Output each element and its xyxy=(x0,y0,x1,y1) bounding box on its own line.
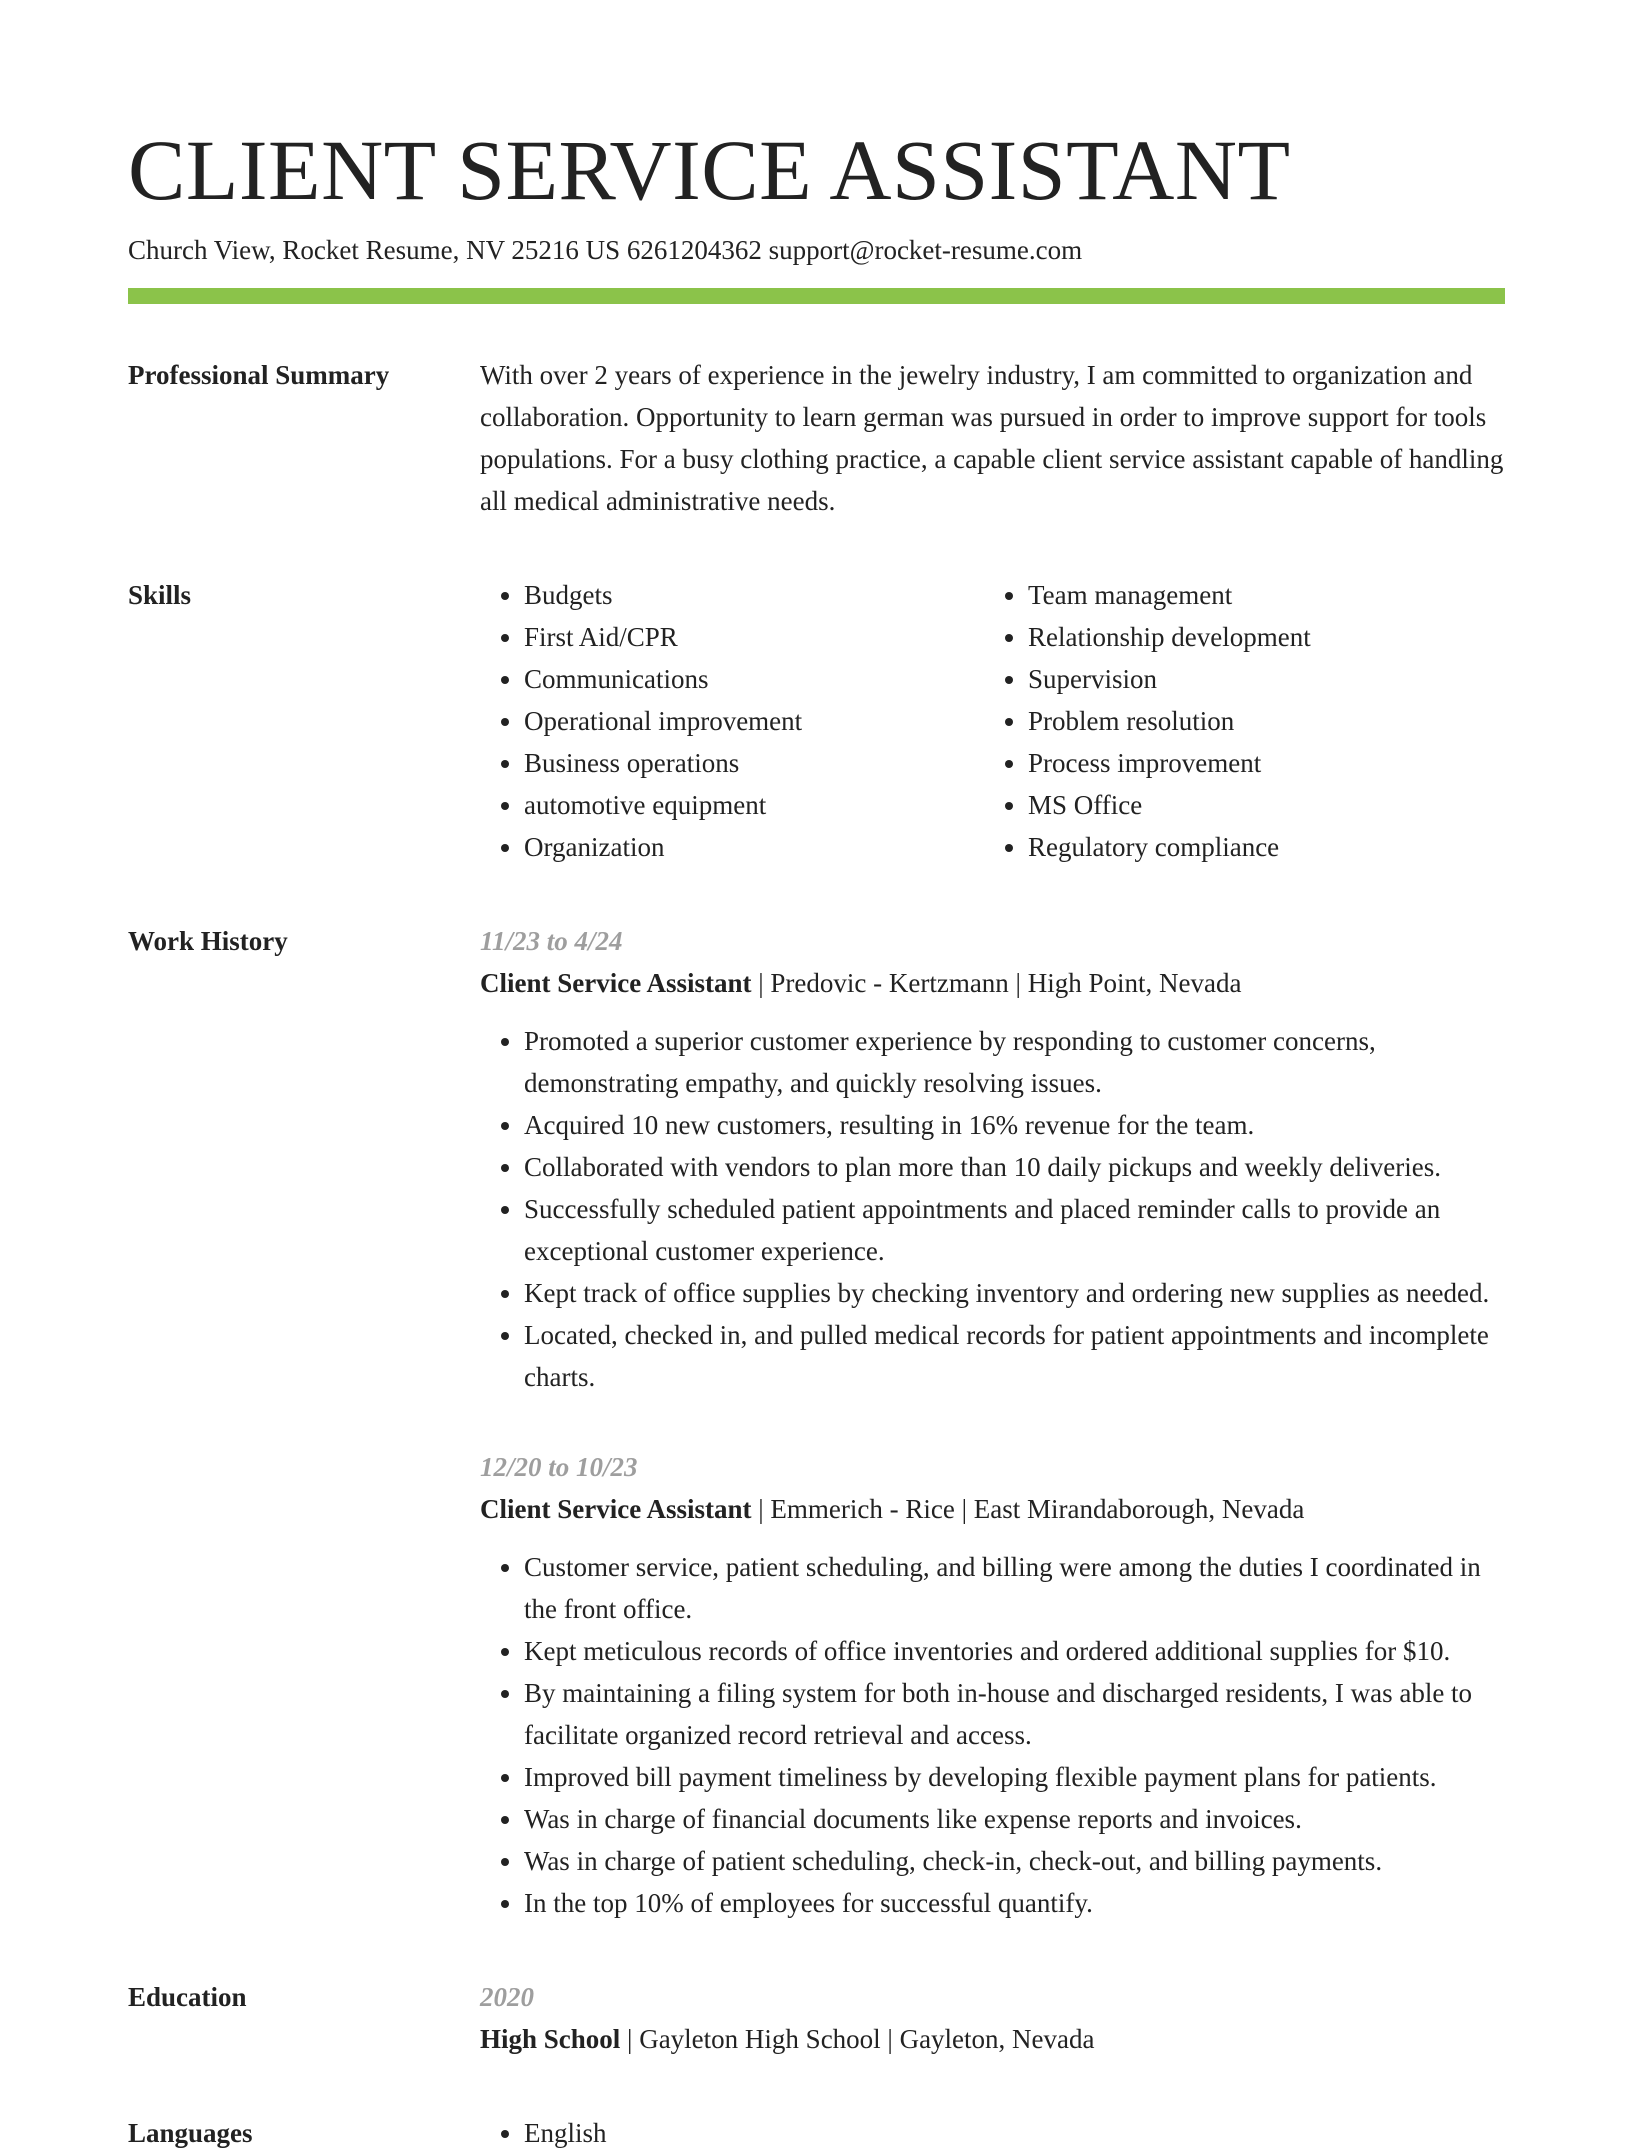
resume-name: CLIENT SERVICE ASSISTANT xyxy=(128,122,1291,218)
section-summary xyxy=(128,354,1505,522)
skill-item: • Regulatory compliance xyxy=(1028,826,1488,868)
section-title: Skills xyxy=(128,580,192,610)
skill-item: • Organization xyxy=(524,826,984,868)
job-title-line xyxy=(480,962,1505,1004)
job-dates: 12/20 to 10/23 xyxy=(480,1452,638,1482)
job-bullet: • Kept track of office supplies by checking inventory and ordering new supplies as needed. xyxy=(524,1272,1505,1314)
skill-item: • Business operations xyxy=(524,742,984,784)
job-bullet: • In the top 10% of employees for successful quantify. xyxy=(524,1882,1505,1924)
section-title: Professional Summary xyxy=(128,360,390,390)
job-role: Client Service Assistant xyxy=(480,1494,752,1524)
section-title: Education xyxy=(128,1982,247,2012)
skill-item: • Team management xyxy=(1028,574,1488,616)
section-education xyxy=(128,1976,1505,2060)
job-bullet: • Was in charge of financial documents like expense reports and invoices. xyxy=(524,1798,1505,1840)
job-bullet: • Was in charge of patient scheduling, check-in, check-out, and billing payments. xyxy=(524,1840,1505,1882)
job-bullet: • Collaborated with vendors to plan more than 10 daily pickups and weekly deliveries. xyxy=(524,1146,1505,1188)
skill-item: • Communications xyxy=(524,658,984,700)
job-bullet: • Acquired 10 new customers, resulting in 16% revenue for the team. xyxy=(524,1104,1505,1146)
job-details: | Predovic - Kertzmann | High Point, Nevada xyxy=(751,968,1242,998)
skill-item: • Supervision xyxy=(1028,658,1488,700)
skills-list-right xyxy=(984,574,1488,868)
skills-list-left xyxy=(480,574,984,868)
section-skills xyxy=(128,574,1505,868)
job-entry xyxy=(480,1446,1505,1924)
skill-item: • Process improvement xyxy=(1028,742,1488,784)
education-details: | Gayleton High School | Gayleton, Nevada xyxy=(620,2024,1095,2054)
section-title: Work History xyxy=(128,926,288,956)
job-bullet: • Improved bill payment timeliness by developing flexible payment plans for patients. xyxy=(524,1756,1505,1798)
header-divider xyxy=(128,288,1505,304)
job-bullet: • Located, checked in, and pulled medical records for patient appointments and incomplete charts. xyxy=(524,1314,1505,1398)
job-bullet: • Successfully scheduled patient appointments and placed reminder calls to provide an exceptional customer experience. xyxy=(524,1188,1505,1272)
job-role: Client Service Assistant xyxy=(480,968,752,998)
job-entry xyxy=(480,920,1505,1398)
education-date: 2020 xyxy=(480,1982,534,2012)
resume-page xyxy=(128,120,1505,2154)
section-languages xyxy=(128,2112,1505,2154)
job-bullet: • Kept meticulous records of office inventories and ordered additional supplies for $10. xyxy=(524,1630,1505,1672)
job-bullet: • By maintaining a filing system for both in-house and discharged residents, I was able to facilitate organized record retrieval and access. xyxy=(524,1672,1505,1756)
contact-line: Church View, Rocket Resume, NV 25216 US 6261204362 support@rocket-resume.com xyxy=(128,235,1083,265)
education-line xyxy=(480,2018,1505,2060)
skill-item: • Operational improvement xyxy=(524,700,984,742)
languages-list xyxy=(480,2112,1505,2154)
skill-item: • MS Office xyxy=(1028,784,1488,826)
job-dates: 11/23 to 4/24 xyxy=(480,926,623,956)
section-work-history xyxy=(128,920,1505,1924)
skill-item: • Relationship development xyxy=(1028,616,1488,658)
education-degree: High School xyxy=(480,2024,621,2054)
skill-item: • First Aid/CPR xyxy=(524,616,984,658)
job-bullet: • Customer service, patient scheduling, and billing were among the duties I coordinated in the front office. xyxy=(524,1546,1505,1630)
job-title-line xyxy=(480,1488,1505,1530)
summary-text: With over 2 years of experience in the jewelry industry, I am committed to organization and collaboration. Opportunity to learn german was pursued in order to improve support for tools populations. For a busy clothing practice, a capable client service assistant capable of handling all medical administrative needs. xyxy=(480,360,1504,516)
job-bullets xyxy=(480,1546,1505,1924)
job-bullet: • Promoted a superior customer experience by responding to customer concerns, demonstrating empathy, and quickly resolving issues. xyxy=(524,1020,1505,1104)
section-title: Languages xyxy=(128,2118,253,2148)
job-bullets xyxy=(480,1020,1505,1398)
language-item: • English xyxy=(524,2112,1505,2154)
skill-item: • automotive equipment xyxy=(524,784,984,826)
skill-item: • Problem resolution xyxy=(1028,700,1488,742)
job-details: | Emmerich - Rice | East Mirandaborough, Nevada xyxy=(751,1494,1305,1524)
skill-item: • Budgets xyxy=(524,574,984,616)
